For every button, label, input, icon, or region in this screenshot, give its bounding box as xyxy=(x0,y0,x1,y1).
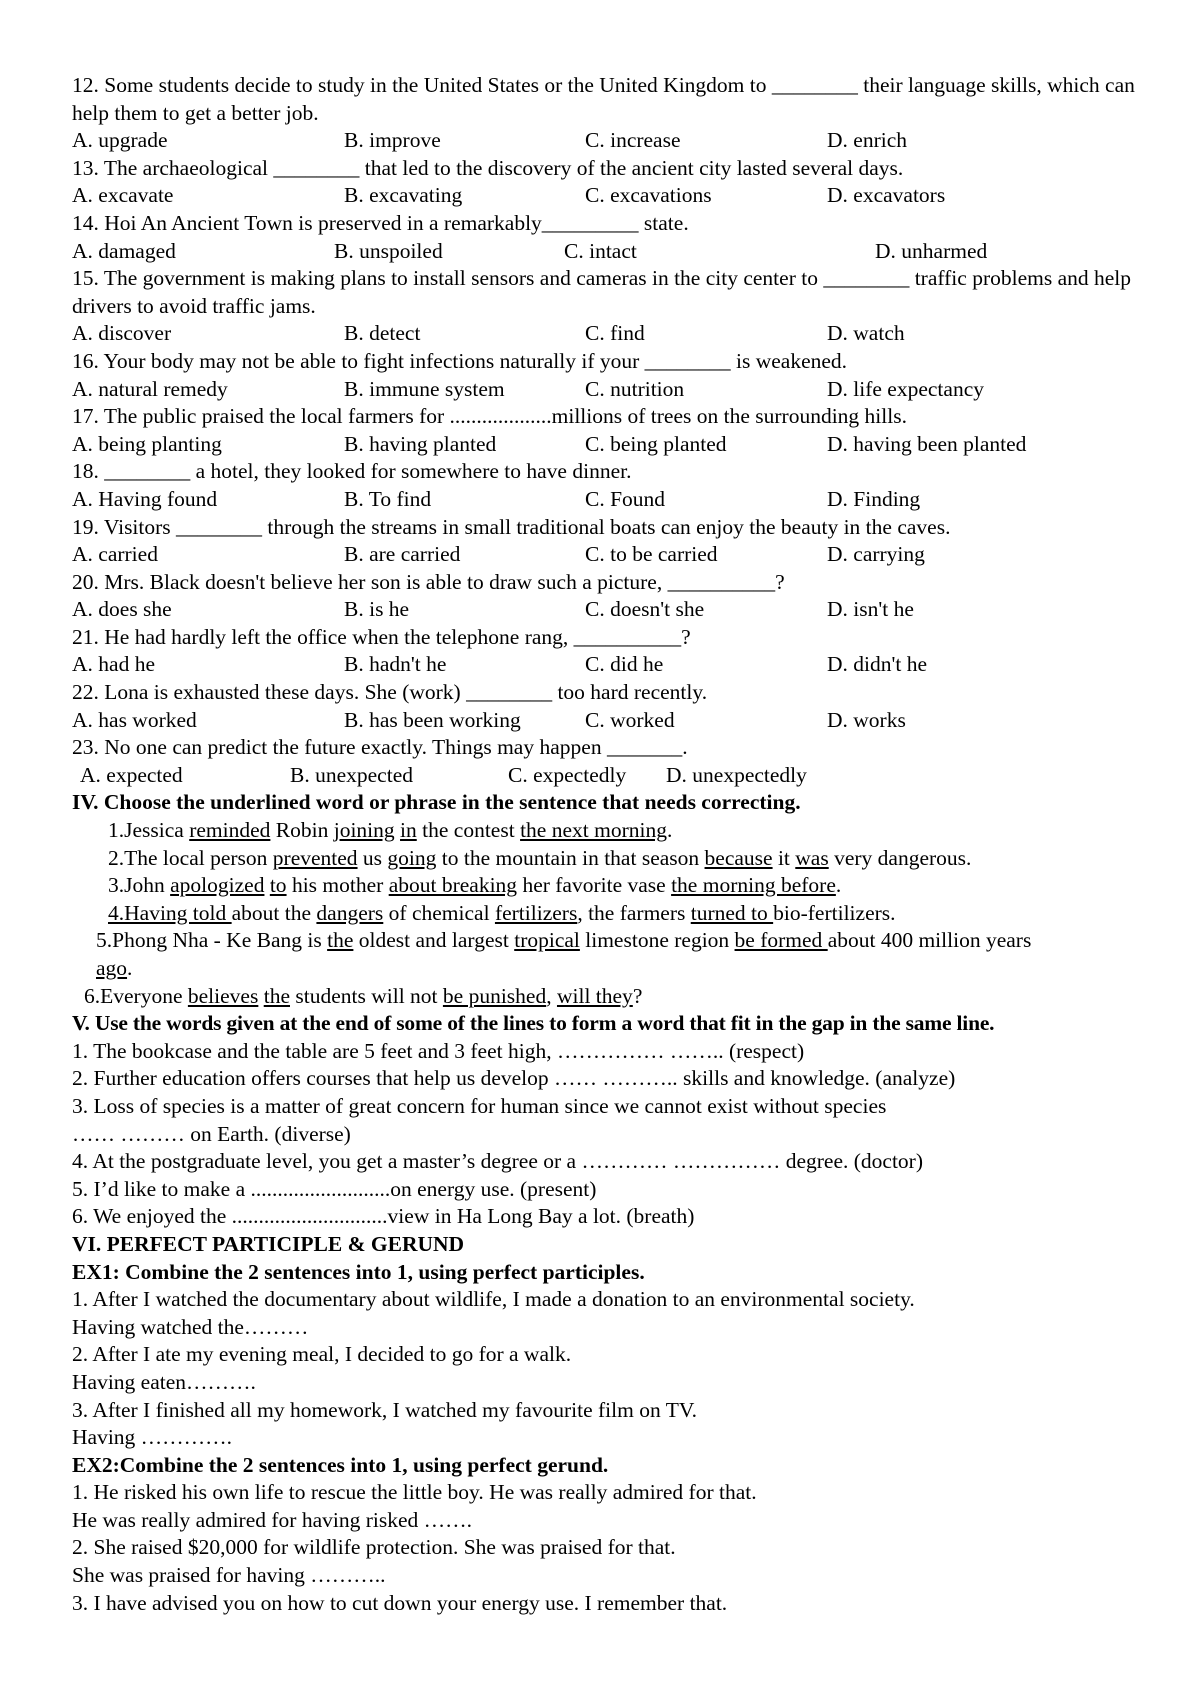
option-b: B. immune system xyxy=(344,376,505,401)
underlined-option: ago xyxy=(96,956,128,980)
word-formation-item: 6. We enjoyed the .............................view in Ha Long Bay a lot. (breath) xyxy=(72,1204,695,1229)
option-b: B. having planted xyxy=(344,431,497,456)
question-stem: 16. Your body may not be able to fight infections naturally if your ________ is weakened. xyxy=(72,348,848,373)
sentence-4 xyxy=(72,900,1162,928)
underlined-option: because xyxy=(704,845,773,870)
exercise-line: He was really admired for having risked ……. xyxy=(72,1507,473,1532)
option-c: C. Found xyxy=(585,486,666,511)
option-c: C. intact xyxy=(564,238,637,263)
word-formation-item: …… ……… on Earth. (diverse) xyxy=(72,1121,351,1146)
underlined-option: turned to xyxy=(690,900,774,925)
exercise-line: Having …………. xyxy=(72,1425,233,1450)
question-stem: 21. He had hardly left the office when the telephone rang, __________? xyxy=(72,624,691,649)
option-d: D. enrich xyxy=(827,128,907,153)
option-c: C. increase xyxy=(585,128,681,153)
option-c: C. expectedly xyxy=(508,762,627,787)
option-d: D. didn't he xyxy=(827,652,928,677)
option-row xyxy=(72,320,1162,348)
option-a: A. has worked xyxy=(72,707,197,732)
exercise-line: Having watched the……… xyxy=(72,1314,309,1339)
section-heading: IV. Choose the underlined word or phrase in the sentence that needs correcting. xyxy=(72,790,801,815)
underlined-option: the xyxy=(263,983,290,1008)
underlined-option: prevented xyxy=(272,845,358,870)
underlined-option: the xyxy=(327,928,354,953)
question-stem: 22. Lona is exhausted these days. She (work) ________ too hard recently. xyxy=(72,680,708,705)
section-heading: V. Use the words given at the end of some of the lines to form a word that fit in the gap in the same line. xyxy=(72,1011,995,1036)
option-a: A. damaged xyxy=(72,238,176,263)
underlined-option: tropical xyxy=(514,928,580,953)
plain-text: students will not xyxy=(290,983,443,1008)
option-b: B. hadn't he xyxy=(344,652,447,677)
plain-text: 2.The local person xyxy=(108,845,273,870)
option-c: C. doesn't she xyxy=(585,597,705,622)
option-d: D. unexpectedly xyxy=(666,762,807,787)
underlined-option: joining xyxy=(333,818,395,843)
plain-text: of chemical xyxy=(383,900,495,925)
option-row xyxy=(72,707,1162,735)
option-row xyxy=(72,541,1162,569)
plain-text: Robin xyxy=(270,818,334,843)
option-a: A. discover xyxy=(72,321,172,346)
section-heading: VI. PERFECT PARTICIPLE & GERUND xyxy=(72,1231,465,1256)
question-stem: 14. Hoi An Ancient Town is preserved in a remarkably_________ state. xyxy=(72,210,689,235)
plain-text: 5.Phong Nha - Ke Bang is xyxy=(96,928,328,953)
option-a: A. carried xyxy=(72,542,158,567)
option-d: D. Finding xyxy=(827,486,921,511)
word-formation-item: 2. Further education offers courses that help us develop …… ……….. skills and knowledge. (analyze) xyxy=(72,1066,956,1091)
question-stem: 17. The public praised the local farmers for ...................millions of trees on the surrounding hills. xyxy=(72,404,907,429)
option-c: C. worked xyxy=(585,707,675,732)
plain-text: very dangerous. xyxy=(828,845,972,870)
option-c: C. nutrition xyxy=(585,376,685,401)
option-a: A. being planting xyxy=(72,431,222,456)
option-row xyxy=(72,182,1162,210)
exercise-heading: EX2:Combine the 2 sentences into 1, using perfect gerund. xyxy=(72,1452,609,1477)
underlined-option: be punished xyxy=(442,983,547,1008)
question-stem: 12. Some students decide to study in the United States or the United Kingdom to ________ their language skills, which can help them to get a better job. xyxy=(72,73,1135,125)
underlined-option: 4.Having told xyxy=(108,900,232,925)
question-stem: 18. ________ a hotel, they looked for somewhere to have dinner. xyxy=(72,459,632,484)
option-d: D. isn't he xyxy=(827,597,914,622)
option-c: C. to be carried xyxy=(585,542,718,567)
option-row xyxy=(72,762,1162,790)
option-a: A. excavate xyxy=(72,183,174,208)
option-row xyxy=(72,486,1162,514)
option-b: B. unspoiled xyxy=(334,238,443,263)
option-b: B. unexpected xyxy=(290,762,413,787)
option-c: C. did he xyxy=(585,652,664,677)
plain-text: about 400 million years xyxy=(827,928,1032,953)
sentence-1 xyxy=(72,817,1162,845)
plain-text: to the mountain in that season xyxy=(436,845,705,870)
sentence-5 xyxy=(72,927,1162,982)
plain-text: ? xyxy=(632,983,643,1008)
option-row xyxy=(72,238,1162,266)
word-formation-item: 1. The bookcase and the table are 5 feet and 3 feet high, …………… …….. (respect) xyxy=(72,1038,805,1063)
plain-text: . xyxy=(127,956,133,980)
plain-text: 3.John xyxy=(108,873,171,898)
underlined-option: about breaking xyxy=(388,873,518,898)
plain-text: . xyxy=(666,818,673,843)
underlined-option: be formed xyxy=(734,928,828,953)
option-d: D. life expectancy xyxy=(827,376,984,401)
sentence-6 xyxy=(72,983,1162,1011)
exercise-line: 2. She raised $20,000 for wildlife protection. She was praised for that. xyxy=(72,1535,676,1560)
option-a: A. had he xyxy=(72,652,155,677)
option-d: D. carrying xyxy=(827,542,925,567)
plain-text: bio-fertilizers. xyxy=(773,900,896,925)
option-c: C. excavations xyxy=(585,183,712,208)
plain-text: the contest xyxy=(416,818,521,843)
option-b: B. excavating xyxy=(344,183,463,208)
word-formation-item: 4. At the postgraduate level, you get a master’s degree or a ………… …………… degree. (doctor) xyxy=(72,1149,923,1174)
underlined-option: the next morning xyxy=(520,818,667,843)
plain-text: us xyxy=(357,845,388,870)
exercise-line: 3. I have advised you on how to cut down your energy use. I remember that. xyxy=(72,1590,728,1615)
option-b: B. is he xyxy=(344,597,410,622)
underlined-option: will they xyxy=(556,983,633,1008)
underlined-option: fertilizers xyxy=(494,900,578,925)
underlined-option: going xyxy=(387,845,437,870)
plain-text: oldest and largest xyxy=(353,928,515,953)
option-b: B. detect xyxy=(344,321,421,346)
underlined-option: believes xyxy=(187,983,259,1008)
word-formation-item: 3. Loss of species is a matter of great concern for human since we cannot exist without species xyxy=(72,1093,887,1118)
option-row xyxy=(72,376,1162,404)
underlined-option: in xyxy=(400,818,417,843)
word-formation-section xyxy=(72,1010,1162,1231)
option-d: D. works xyxy=(827,707,906,732)
underlined-option: to xyxy=(269,873,287,898)
plain-text: about the xyxy=(231,900,317,925)
option-d: D. having been planted xyxy=(827,431,1027,456)
exercise-line: Having eaten………. xyxy=(72,1369,256,1394)
plain-text: her favorite vase xyxy=(517,873,672,898)
question-stem: 23. No one can predict the future exactly. Things may happen _______. xyxy=(72,735,688,760)
option-d: D. excavators xyxy=(827,183,946,208)
plain-text: his mother xyxy=(286,873,389,898)
plain-text: . xyxy=(835,873,842,898)
plain-text: 1.Jessica xyxy=(108,818,190,843)
option-b: B. has been working xyxy=(344,707,521,732)
option-row xyxy=(72,651,1162,679)
plain-text: limestone region xyxy=(579,928,735,953)
exercise-heading: EX1: Combine the 2 sentences into 1, using perfect participles. xyxy=(72,1259,645,1284)
option-d: D. watch xyxy=(827,321,905,346)
option-a: A. expected xyxy=(80,762,183,787)
option-b: B. are carried xyxy=(344,542,461,567)
plain-text: , the farmers xyxy=(577,900,691,925)
sentence-2 xyxy=(72,845,1162,873)
option-c: C. find xyxy=(585,321,645,346)
exercise-line: 1. After I watched the documentary about wildlife, I made a donation to an environmental society. xyxy=(72,1287,915,1312)
option-a: A. Having found xyxy=(72,486,218,511)
question-stem: 19. Visitors ________ through the streams in small traditional boats can enjoy the beauty in the caves. xyxy=(72,514,951,539)
option-b: B. To find xyxy=(344,486,432,511)
question-stem: 13. The archaeological ________ that led to the discovery of the ancient city lasted several days. xyxy=(72,155,904,180)
plain-text: , xyxy=(546,983,557,1008)
exercise-line: 2. After I ate my evening meal, I decided to go for a walk. xyxy=(72,1342,572,1367)
exercise-line: 3. After I finished all my homework, I watched my favourite film on TV. xyxy=(72,1397,697,1422)
error-correction-section xyxy=(72,789,1162,1010)
worksheet-page xyxy=(72,72,1162,1617)
word-formation-item: 5. I’d like to make a ..........................on energy use. (present) xyxy=(72,1176,597,1201)
option-row xyxy=(72,127,1162,155)
underlined-option: the morning before xyxy=(671,873,836,898)
underlined-option: was xyxy=(795,845,829,870)
option-a: A. does she xyxy=(72,597,172,622)
option-b: B. improve xyxy=(344,128,441,153)
exercise-line: She was praised for having ……….. xyxy=(72,1563,386,1588)
option-a: A. natural remedy xyxy=(72,376,228,401)
option-row xyxy=(72,431,1162,459)
question-stem: 20. Mrs. Black doesn't believe her son is able to draw such a picture, __________? xyxy=(72,569,785,594)
option-d: D. unharmed xyxy=(875,238,988,263)
sentence-3 xyxy=(72,872,1162,900)
underlined-option: apologized xyxy=(170,873,265,898)
exercise-line: 1. He risked his own life to rescue the little boy. He was really admired for that. xyxy=(72,1480,757,1505)
question-stem: 15. The government is making plans to install sensors and cameras in the city center to ________ traffic problems and help drivers to avoid traffic jams. xyxy=(72,266,1132,318)
mcq-section xyxy=(72,72,1162,789)
underlined-option: reminded xyxy=(189,818,271,843)
underlined-option: dangers xyxy=(316,900,384,925)
option-row xyxy=(72,596,1162,624)
perfect-participle-section xyxy=(72,1231,1162,1617)
option-c: C. being planted xyxy=(585,431,727,456)
plain-text: it xyxy=(772,845,796,870)
option-a: A. upgrade xyxy=(72,128,168,153)
plain-text: 6.Everyone xyxy=(84,983,188,1008)
